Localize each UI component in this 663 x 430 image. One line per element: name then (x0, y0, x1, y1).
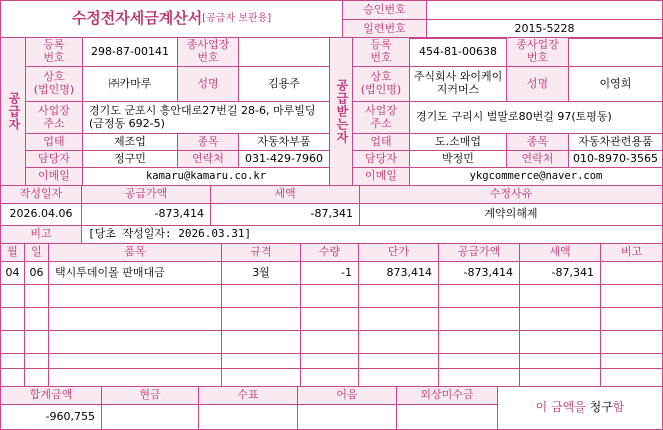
supplier-email-label: 이메일 (25, 167, 83, 186)
supplier-email: kamaru@kamaru.co.kr (82, 167, 330, 186)
items-row-4-qty (300, 353, 359, 369)
items-row-5-supply (438, 368, 520, 387)
footer-check (198, 404, 298, 430)
items-row-0-qty: -1 (300, 261, 359, 285)
summary-reason: 계약의해제 (359, 203, 663, 226)
items-row-2-spec (221, 307, 301, 331)
items-row-1-tax (519, 284, 601, 308)
items-row-5-item (48, 368, 222, 387)
supplier-phone-label: 연락처 (177, 150, 239, 168)
title-subtitle: [공급자 보관용] (202, 13, 272, 25)
buyer-sub-no (568, 37, 663, 67)
items-row-5-day (24, 368, 49, 387)
buyer-reg-no: 454-81-00638 (409, 37, 507, 67)
items-row-4-day (24, 353, 49, 369)
items-row-2-item (48, 307, 222, 331)
supplier-manager: 정구민 (82, 150, 178, 168)
buyer-manager: 박정민 (409, 150, 507, 168)
claim-word: 청구 (589, 400, 613, 415)
items-header-price: 단가 (358, 243, 439, 262)
items-header-month: 월 (0, 243, 25, 262)
footer-credit (396, 404, 498, 430)
items-row-4-item (48, 353, 222, 369)
invoice-title (0, 0, 343, 38)
footer-total: -960,755 (0, 404, 102, 430)
summary-date: 2026.04.06 (0, 203, 82, 226)
supplier-item-label: 종목 (177, 133, 239, 151)
supplier-reg-no-label: 등록 번호 (25, 37, 83, 67)
claim-prefix: 이 금액을 (535, 400, 586, 415)
items-row-5-month (0, 368, 25, 387)
items-row-1-spec (221, 284, 301, 308)
items-row-1-supply (438, 284, 520, 308)
items-row-3-month (0, 330, 25, 354)
items-row-0-price: 873,414 (358, 261, 439, 285)
items-row-5-qty (300, 368, 359, 387)
buyer-item-label: 종목 (506, 133, 569, 151)
items-row-2-supply (438, 307, 520, 331)
items-row-1-price (358, 284, 439, 308)
items-row-4-tax (519, 353, 601, 369)
supplier-item: 자동차부품 (238, 133, 330, 151)
items-header-item: 품목 (48, 243, 222, 262)
items-row-3-day (24, 330, 49, 354)
items-row-2-note (600, 307, 663, 331)
supplier-reg-no: 298-87-00141 (82, 37, 178, 67)
items-row-0-day: 06 (24, 261, 49, 285)
items-row-1-qty (300, 284, 359, 308)
items-row-2-tax (519, 307, 601, 331)
supplier-sub-no-label: 종사업장 번호 (177, 37, 239, 67)
buyer-address: 경기도 구리시 벌말로80번길 97(토평동) (409, 101, 663, 134)
items-row-0-note (600, 261, 663, 285)
buyer-email: ykgcommerce@naver.com (409, 167, 663, 186)
items-row-0-supply: -873,414 (438, 261, 520, 285)
items-row-1-day (24, 284, 49, 308)
title-text: 수정전자세금계산서 (71, 9, 203, 28)
buyer-item: 자동차관련용품 (568, 133, 663, 151)
footer-total-label: 합계금액 (0, 386, 102, 405)
footer-cash-label: 현금 (101, 386, 199, 405)
summary-supply: -873,414 (81, 203, 211, 226)
items-row-0-month: 04 (0, 261, 25, 285)
items-row-5-price (358, 368, 439, 387)
items-row-0-spec: 3월 (221, 261, 301, 285)
buyer-phone: 010-8970-3565 (568, 150, 663, 168)
items-row-2-price (358, 307, 439, 331)
summary-supply-label: 공급가액 (81, 185, 211, 204)
buyer-phone-label: 연락처 (506, 150, 569, 168)
buyer-reg-no-label: 등록 번호 (352, 37, 410, 67)
items-row-3-price (358, 330, 439, 354)
items-header-note: 비고 (600, 243, 663, 262)
summary-reason-label: 수정사유 (359, 185, 663, 204)
supplier-company-label: 상호 (법인명) (25, 66, 83, 102)
items-row-5-tax (519, 368, 601, 387)
items-row-4-spec (221, 353, 301, 369)
supplier-name-label: 성명 (177, 66, 239, 102)
items-row-2-day (24, 307, 49, 331)
items-row-1-item (48, 284, 222, 308)
items-row-0-tax: -87,341 (519, 261, 601, 285)
summary-tax-label: 세액 (210, 185, 360, 204)
summary-date-label: 작성일자 (0, 185, 82, 204)
buyer-biz-type-label: 업태 (352, 133, 410, 151)
items-row-4-month (0, 353, 25, 369)
items-row-2-month (0, 307, 25, 331)
summary-tax: -87,341 (210, 203, 360, 226)
supplier-company: ㈜카마루 (82, 66, 178, 102)
footer-cash (101, 404, 199, 430)
buyer-manager-label: 담당자 (352, 150, 410, 168)
items-row-2-qty (300, 307, 359, 331)
summary-note: [당초 작성일자: 2026.03.31] (81, 225, 663, 244)
items-row-5-spec (221, 368, 301, 387)
items-row-1-month (0, 284, 25, 308)
items-header-qty: 수량 (300, 243, 359, 262)
items-header-tax: 세액 (519, 243, 601, 262)
items-row-4-supply (438, 353, 520, 369)
footer-check-label: 수표 (198, 386, 298, 405)
items-row-3-supply (438, 330, 520, 354)
buyer-biz-type: 도.소매업 (409, 133, 507, 151)
buyer-company-label: 상호 (법인명) (352, 66, 410, 102)
footer-credit-label: 외상미수금 (396, 386, 498, 405)
buyer-email-label: 이메일 (352, 167, 410, 186)
items-row-5-note (600, 368, 663, 387)
supplier-side-label: 공급자 (0, 37, 26, 186)
items-header-supply: 공급가액 (438, 243, 520, 262)
serial-label: 일련번호 (342, 19, 427, 39)
footer-note-label: 어음 (297, 386, 397, 405)
items-header-day: 일 (24, 243, 49, 262)
supplier-biz-type-label: 업태 (25, 133, 83, 151)
serial-value: 2015-5228 (426, 19, 663, 39)
items-row-4-price (358, 353, 439, 369)
items-row-3-item (48, 330, 222, 354)
supplier-phone: 031-429-7960 (238, 150, 330, 168)
supplier-address-label: 사업장 주소 (25, 101, 83, 134)
buyer-company: 주식회사 와이케이지커머스 (409, 66, 507, 102)
summary-note-label: 비고 (0, 225, 82, 244)
supplier-sub-no (238, 37, 330, 67)
supplier-manager-label: 담당자 (25, 150, 83, 168)
items-header-spec: 규격 (221, 243, 301, 262)
supplier-biz-type: 제조업 (82, 133, 178, 151)
items-row-4-note (600, 353, 663, 369)
buyer-address-label: 사업장 주소 (352, 101, 410, 134)
items-row-3-tax (519, 330, 601, 354)
footer-note (297, 404, 397, 430)
buyer-sub-no-label: 종사업장 번호 (506, 37, 569, 67)
items-row-1-note (600, 284, 663, 308)
claim-statement (497, 386, 663, 430)
buyer-name: 이영희 (568, 66, 663, 102)
supplier-address: 경기도 군포시 흥안대로27번길 28-6, 마루빌딩 (금정동 692-5) (82, 101, 330, 134)
items-row-3-qty (300, 330, 359, 354)
items-row-0-item: 택시투데이몰 판매대금 (48, 261, 222, 285)
buyer-side-label: 공급받는자 (329, 37, 353, 186)
items-row-3-note (600, 330, 663, 354)
supplier-name: 김용주 (238, 66, 330, 102)
items-row-3-spec (221, 330, 301, 354)
buyer-name-label: 성명 (506, 66, 569, 102)
approval-label: 승인번호 (342, 0, 427, 20)
approval-value (426, 0, 663, 20)
claim-suffix: 함 (612, 400, 625, 415)
